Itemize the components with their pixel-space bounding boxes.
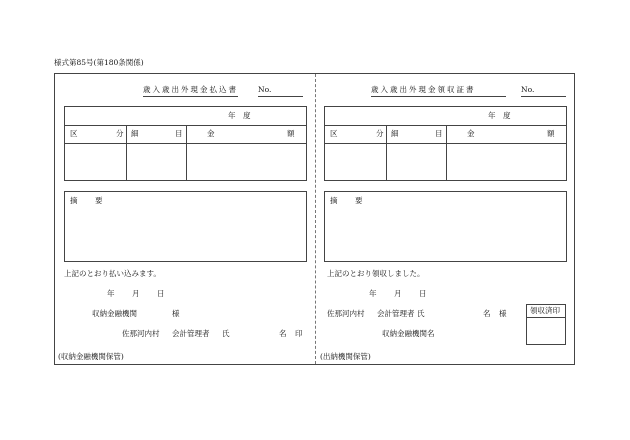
footer-note: (出納機関保管) <box>320 352 371 361</box>
institution-label: 収納金融機関名 <box>382 329 435 338</box>
date-year: 年 <box>107 289 115 298</box>
number-underline <box>521 96 566 97</box>
column-kingaku: 金 <box>207 129 215 138</box>
payment-slip-title: 歳入歳出外現金払込書 <box>143 85 238 94</box>
form-frame <box>54 73 575 365</box>
memo-box[interactable] <box>324 191 567 262</box>
column-saimoku: 目 <box>435 129 443 138</box>
column-saimoku: 細 <box>391 129 399 138</box>
name-label: 名 <box>483 309 491 318</box>
manager-title: 会計管理者 <box>377 309 415 318</box>
statement: 上記のとおり領収しました。 <box>327 269 425 278</box>
column-saimoku: 目 <box>175 129 183 138</box>
number-label: No. <box>258 85 272 94</box>
year-header: 年 度 <box>228 111 251 120</box>
honorific: 様 <box>172 309 180 318</box>
receipt-stamp-box <box>526 304 566 345</box>
date-day: 日 <box>419 289 427 298</box>
name-label: 名 <box>279 329 287 338</box>
manager-title: 会計管理者 <box>172 329 210 338</box>
column-kubun: 区 <box>70 129 78 138</box>
name-title: 氏 <box>222 329 230 338</box>
date-year: 年 <box>369 289 377 298</box>
table-rule <box>446 125 447 180</box>
seal-mark: 印 <box>295 329 303 338</box>
title-underline <box>371 96 506 97</box>
date-month: 月 <box>132 289 140 298</box>
column-kubun: 区 <box>330 129 338 138</box>
number-underline <box>258 96 303 97</box>
table-rule <box>186 125 187 180</box>
memo-label: 摘 要 <box>70 196 108 205</box>
memo-label: 摘 要 <box>330 196 368 205</box>
table-rule <box>126 125 127 180</box>
column-kingaku: 金 <box>467 129 475 138</box>
name-title: 氏 <box>417 309 425 318</box>
village-name: 佐那河内村 <box>327 309 365 318</box>
column-kingaku: 額 <box>287 129 295 138</box>
date-day: 日 <box>157 289 165 298</box>
title-underline <box>143 96 238 97</box>
memo-box[interactable] <box>64 191 307 262</box>
cut-line <box>315 74 316 364</box>
column-kubun: 分 <box>116 129 124 138</box>
year-header: 年 度 <box>488 111 511 120</box>
statement: 上記のとおり払い込みます。 <box>64 269 161 278</box>
stamp-rule <box>527 317 565 318</box>
number-label: No. <box>521 85 535 94</box>
table-rule <box>386 125 387 180</box>
footer-note: (収納金融機関保管) <box>58 352 124 361</box>
form-reference: 様式第85号(第180条関係) <box>54 58 144 67</box>
receipt-stamp-label: 領収済印 <box>530 306 560 315</box>
institution-label: 収納金融機関 <box>92 309 137 318</box>
column-kingaku: 額 <box>547 129 555 138</box>
detail-table <box>324 106 567 181</box>
date-month: 月 <box>394 289 402 298</box>
village-name: 佐那河内村 <box>122 329 160 338</box>
honorific: 様 <box>499 309 507 318</box>
column-saimoku: 細 <box>131 129 139 138</box>
receipt-title: 歳入歳出外現金領収証書 <box>371 85 476 94</box>
detail-table <box>64 106 307 181</box>
column-kubun: 分 <box>376 129 384 138</box>
